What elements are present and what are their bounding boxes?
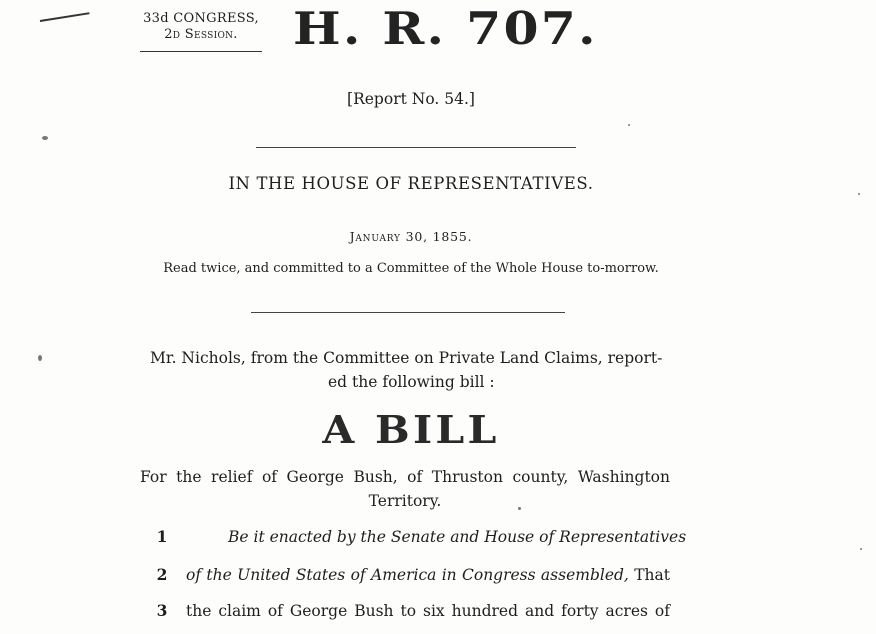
congress-session-block	[140, 11, 262, 43]
session-line: 2d Session.	[164, 27, 238, 42]
scan-speck	[518, 507, 521, 510]
committee-note: Read twice, and committed to a Committee of the Whole House to-morrow.	[163, 261, 659, 276]
sponsor-line-1: Mr. Nichols, from the Committee on Private Land Claims, report-	[150, 349, 663, 367]
bill-heading: A BILL	[322, 407, 500, 452]
bill-text-roman: That	[628, 566, 670, 584]
bill-number: H. R. 707.	[293, 2, 598, 55]
house-heading: IN THE HOUSE OF REPRESENTATIVES.	[228, 174, 594, 193]
scan-speck	[860, 548, 862, 550]
scan-speck	[38, 355, 42, 361]
enacting-clause: Be it enacted by the Senate and House of Representatives	[228, 528, 687, 546]
congress-line: 33d CONGRESS,	[143, 11, 259, 26]
divider-rule	[256, 147, 576, 148]
sponsor-paragraph	[150, 346, 668, 394]
bill-text-line	[228, 526, 687, 548]
line-number: 3	[156, 601, 168, 620]
divider-rule	[251, 312, 565, 313]
date-line: January 30, 1855.	[349, 229, 473, 244]
line-number: 2	[156, 565, 168, 584]
bill-title-line-1: For the relief of George Bush, of Thruston county, Washington	[140, 468, 670, 486]
bill-title-line-2: Territory.	[368, 492, 442, 510]
bill-title	[140, 465, 670, 513]
line-number: 1	[156, 527, 168, 546]
scan-speck	[42, 136, 48, 140]
margin-pen-stroke	[40, 12, 90, 22]
scan-speck	[628, 124, 630, 126]
scan-speck	[858, 193, 860, 195]
bill-text-line: the claim of George Bush to six hundred and forty acres of	[186, 602, 670, 620]
sponsor-line-2: ed the following bill :	[328, 373, 495, 391]
bill-text-line	[186, 564, 670, 586]
enacting-clause-cont: of the United States of America in Congress assembled,	[186, 566, 629, 584]
congress-rule	[140, 51, 262, 52]
report-number: [Report No. 54.]	[347, 90, 475, 108]
